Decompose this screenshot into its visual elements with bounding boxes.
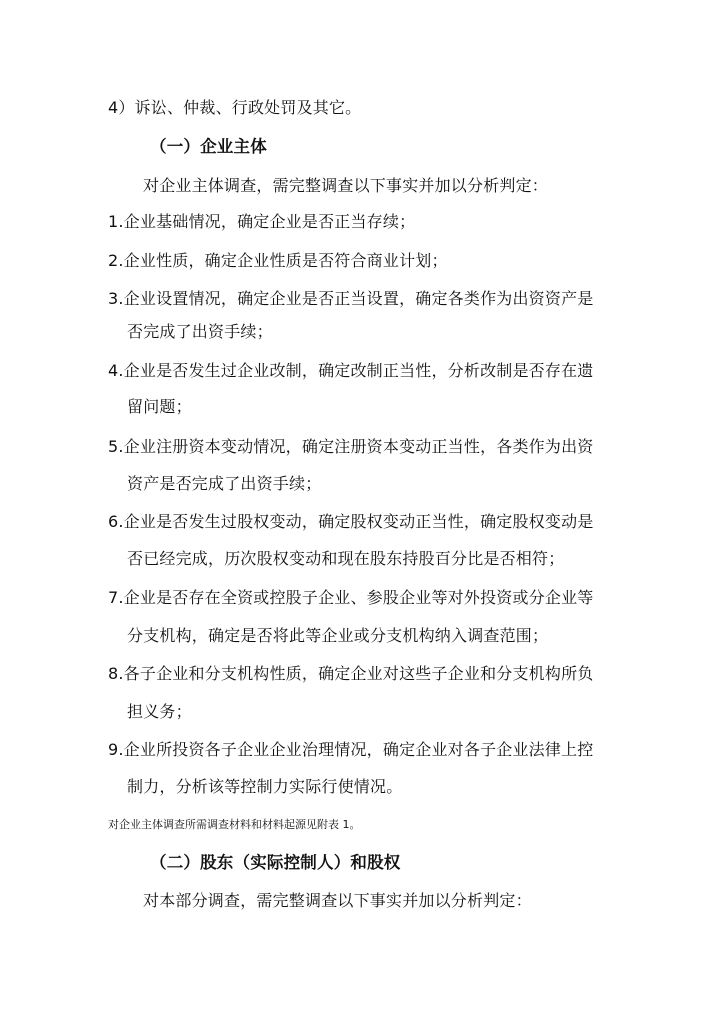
list-item-7-cont: 分支机构，确定是否将此等企业或分支机构纳入调查范围； [127, 626, 549, 645]
list-item-5-cont: 资产是否完成了出资手续； [127, 474, 322, 493]
list-item-5: 5.企业注册资本变动情况，确定注册资本变动正当性，各类作为出资 [108, 437, 594, 456]
list-item-3: 3.企业设置情况，确定企业是否正当设置，确定各类作为出资资产是 [108, 289, 594, 308]
list-item-6-cont: 否已经完成，历次股权变动和现在股东持股百分比是否相符； [127, 549, 565, 568]
section-2-intro: 对本部分调查，需完整调查以下事实并加以分析判定： [143, 891, 532, 910]
list-item-6: 6.企业是否发生过股权变动，确定股权变动正当性，确定股权变动是 [108, 512, 594, 531]
list-item-4: 4.企业是否发生过企业改制，确定改制正当性，分析改制是否存在遗 [108, 361, 594, 380]
section-intro: 对企业主体调查，需完整调查以下事实并加以分析判定： [143, 176, 549, 195]
list-item-7: 7.企业是否存在全资或控股子企业、参股企业等对外投资或分企业等 [108, 588, 594, 607]
section-heading-enterprise-entity: （一）企业主体 [150, 137, 267, 156]
appendix-note: 对企业主体调查所需调查材料和材料起源见附表 1。 [108, 818, 361, 831]
list-item-3-cont: 否完成了出资手续； [127, 322, 273, 341]
list-item-1: 1.企业基础情况，确定企业是否正当存续； [108, 212, 416, 231]
list-item-4-cont: 留问题； [127, 397, 192, 416]
list-item-9-cont: 制力，分析该等控制力实际行使情况。 [127, 777, 403, 796]
list-item-8-cont: 担义务； [127, 702, 192, 721]
list-item-9: 9.企业所投资各子企业企业治理情况，确定企业对各子企业法律上控 [108, 740, 594, 759]
list-item-2: 2.企业性质，确定企业性质是否符合商业计划； [108, 251, 448, 270]
list-item-8: 8.各子企业和分支机构性质，确定企业对这些子企业和分支机构所负 [108, 664, 594, 683]
item-4-litigation: 4）诉讼、仲裁、行政处罚及其它。 [108, 98, 362, 117]
section-heading-shareholders: （二）股东（实际控制人）和股权 [150, 853, 401, 872]
